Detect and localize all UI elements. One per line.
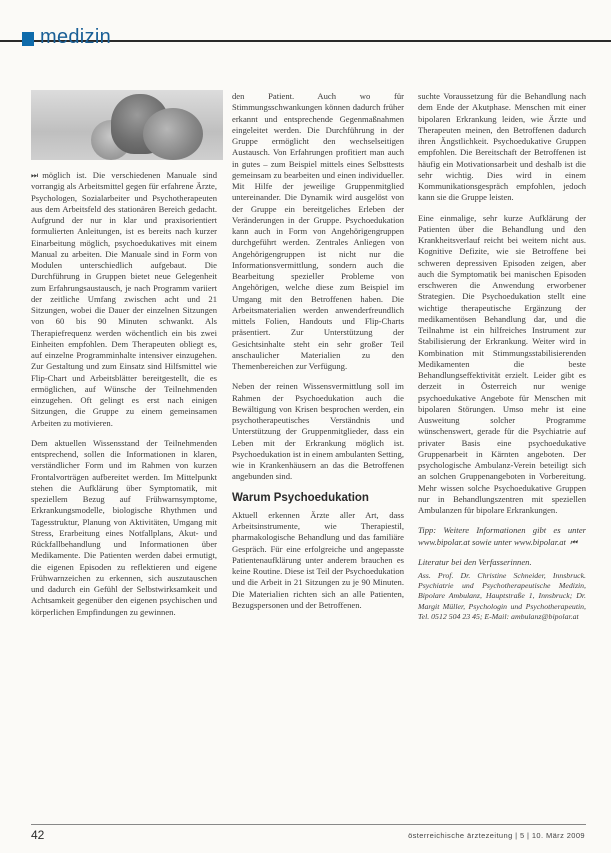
section-title: medizin <box>40 26 112 48</box>
tip-text: Tipp: Weitere Informationen gibt es unter www.bipolar.at sowie unter www.bipolar.at <box>418 525 586 547</box>
section-heading: Warum Psychoedukation <box>232 491 369 504</box>
page-number: 42 <box>31 828 45 842</box>
body-text: möglich ist. Die verschiedenen Manuale sind vorrangig als Arbeitsmittel gegen für erfahrene Ärzte, Psychologen, Sozialarbeiter und Psychotherapeuten aus dem Arbeitsfeld des stationären Bereich gedacht. Aufgrund der nur in klar und praxisorientiert formulierten Anleitungen, ist es bereits nach kurzer Einarbeitung möglich, psychoedukatives mit einem Manual zu arbeiten. Die Manuale sind in Form von Modulen unterschiedlich aufgebaut. Die Durchführung in Gruppen bietet neue Gelegenheit zum Erfahrungsaustausch, je nach Programm variiert der zeitliche Umfang zwischen acht und 21 Sitzungen, wobei die Dauer der einzelnen Sitzungen von 60 bis 90 Minuten schwankt. Als Therapiefrequenz werden wöchentlich ein bis zwei Einheiten empfohlen. Dem Therapeuten obliegt es, auf einzelne Programminhalte intensiver einzugehen. Zur Gestaltung und zum Einsatz sind Hilfsmittel wie Flip-Chart und Arbeitsblätter bereitgestellt, die es ermöglichen, auf Wünsche der Teilnehmenden einzugehen. Oft gelingt es erst nach einigen Sitzungen, die Gruppe zu einem gemeinsamen Arbeiten zu motivieren. <box>31 170 217 428</box>
body-paragraph: Dem aktuellen Wissensstand der Teilnehmenden entsprechend, sollen die Informationen in klaren, verständlicher Form und im Rahmen von kurzen Frontalvorträgen aufbereitet werden. Im Mittelpunkt stehen die Aufklärung über Symptomatik, mit speziellem Bezug auf Frühwarnsymptome, Erkrankungsmodelle, biologische Rhythmen und Tagesstruktur, Planung von Aktivitäten, Umgang mit Stress, Erarbeitung eines Notfallplans, Akut- und Rückfallbehandlung und Informationen über Medikamente. Die Patienten werden dabei ermutigt, die eigenen Episoden zu reflektieren und eigene Frühwarnzeichen zu erkennen, sich auszutauschen und dadurch ein Gefühl der Selbstwirksamkeit und Achtsamkeit gegenüber den eigenen psychischen und körperlichen Empfindungen zu gewinnen. <box>31 437 217 617</box>
text-column-1 <box>31 170 217 627</box>
body-paragraph: Aktuell erkennen Ärzte aller Art, dass Arbeitsinstrumente, wie Therapiestil, pharmakologische Behandlung und das familiäre Gespräch. Für eine erfolgreiche und angepasste Patientenaufklärung unter anderem brauchen es keine Routine. Diese ist Teil der Psychoedukation und die Arbeit in 21 Sitzungen zu je 90 Minuten. Die Materialien richten sich an alle Patienten, Bezugspersonen und der Betroffenen. <box>232 509 404 610</box>
end-marker-icon: ⏮ <box>569 537 578 547</box>
body-paragraph: suchte Voraussetzung für die Behandlung nach dem Ende der Akutphase. Menschen mit einer bipolaren Erkrankung leiden, wie Ärzte und Therapeuten meinen, den Betroffenen dadurch ihren Ängstlichkeit. Psychoedukative Gruppen empfohlen. Die Bereitschaft der Betroffenen ist häufig ein Motivationsarbeit und deshalb ist die sehr wichtig. Dies wird in einem Kommunikationsgespräch empfohlen, jedoch kann sie die Gruppe leisten. <box>418 91 586 203</box>
author-references: Ass. Prof. Dr. Christine Schneider, Innsbruck. Psychiatrie und Psychotherapeutische Medizin, Bipolare Ambulanz, Hauptstraße 1, Innsbruck; Dr. Margit Müller, Psychologin und Psychotherapeutin, Tel. 0512 504 23 45; E-Mail: ambulanz@bipolar.at <box>418 571 586 621</box>
tip-paragraph <box>418 525 586 548</box>
journal-footer: österreichische ärztezeitung | 5 | 10. März 2009 <box>408 831 585 840</box>
photo-figure-shape <box>143 108 203 160</box>
body-paragraph <box>31 170 217 429</box>
text-column-3 <box>418 91 586 631</box>
section-color-marker <box>22 32 34 46</box>
body-paragraph: Eine einmalige, sehr kurze Aufklärung der Patienten über die Behandlung und den Krankheitsverlauf reicht bei weitem nicht aus. Kognitive Defizite, wie sie Betroffene bei schweren depressiven Episoden zeigen, aber auch die Symptomatik bei manischen Episoden erschweren die Anwendung erworbener Strategien. Die Psychoedukation stellt eine wichtige therapeutische Ergänzung der medikamentösen Behandlung dar, und die Teilnahme ist ein hilfreiches Instrument zur Stabilisierung der Erkrankung. Weiter wird in Kombination mit Stimmungsstabilisierenden Medikamenten die beste Behandlungseffektivität erzielt. Leider gibt es derzeit in Österreich nur wenige psychoedukative Angebote für Menschen mit bipolaren Störungen. Umso mehr ist eine Ausweitung solcher Programme wünschenswert, gerade für die Psychiatrie auf privater Basis eine psychoedukative Gruppenarbeit in Kärnten angeboten. Der psychologische Ambulanz-Verein beteiligt sich an solchen Gruppenangeboten in Vorbereitung. Mehr wissen solche Psychoedukative Gruppen nur in Behandlungszentren mit speziellen Ambulanzen für bipolare Erkrankungen. <box>418 212 586 515</box>
footer-rule <box>31 824 586 825</box>
body-paragraph: Neben der reinen Wissensvermittlung soll im Rahmen der Psychoedukation auch die Bewältigung von Krisen besprochen werden, ein psychotherapeutisches Verständnis und Unterstützung der Gruppenmitglieder, dass ein Leben mit der Erkrankung möglich ist. Psychoedukation ist in einem ambulanten Setting, wie in Krankenhäusern an das die Betroffenen angebunden sind. <box>232 381 404 482</box>
text-column-2 <box>232 91 404 620</box>
literature-note: Literatur bei den Verfasserinnen. <box>418 556 532 567</box>
continue-marker-icon: ⏭ <box>31 171 39 180</box>
article-photo <box>31 90 223 160</box>
body-paragraph: den Patient. Auch wo für Stimmungsschwankungen können dadurch früher erkannt und entsprechende Gegenmaßnahmen eingeleitet werden. Die Durchführung in der Gruppe ermöglicht den wechselseitigen Austausch. Von Erfahrungen profitiert man auch in gutes – zum Beispiel mittels eines Selbsttests gemeinsam zu bearbeiten und einen individueller. Mit Hilfe der jeweilige Gruppenmitglied untereinander. Die Dynamik wird ausgelöst von der Gruppe ein bereitgeliches Erleben der Veränderungen in der Gruppe. Psychoedukation kann auch in Form von Angehörigengruppen durchgeführt werden. Zentrales Anliegen von Angehörigengruppen ist nicht nur die Informationsvermittlung, sondern auch die Bearbeitung spezieller Probleme von Angehörigen, welche diese zum Beispiel im Umgang mit den Betroffenen haben. Die Arbeitsmaterialien werden anwenderfreundlich mittels Folien, Handouts und Flip-Charts präsentiert. Zur Unterstützung der Gesichtsinhalte steht ein sehr großer Teil anschaulicher Materialien zu den Themenbereichen zur Verfügung. <box>232 91 404 371</box>
